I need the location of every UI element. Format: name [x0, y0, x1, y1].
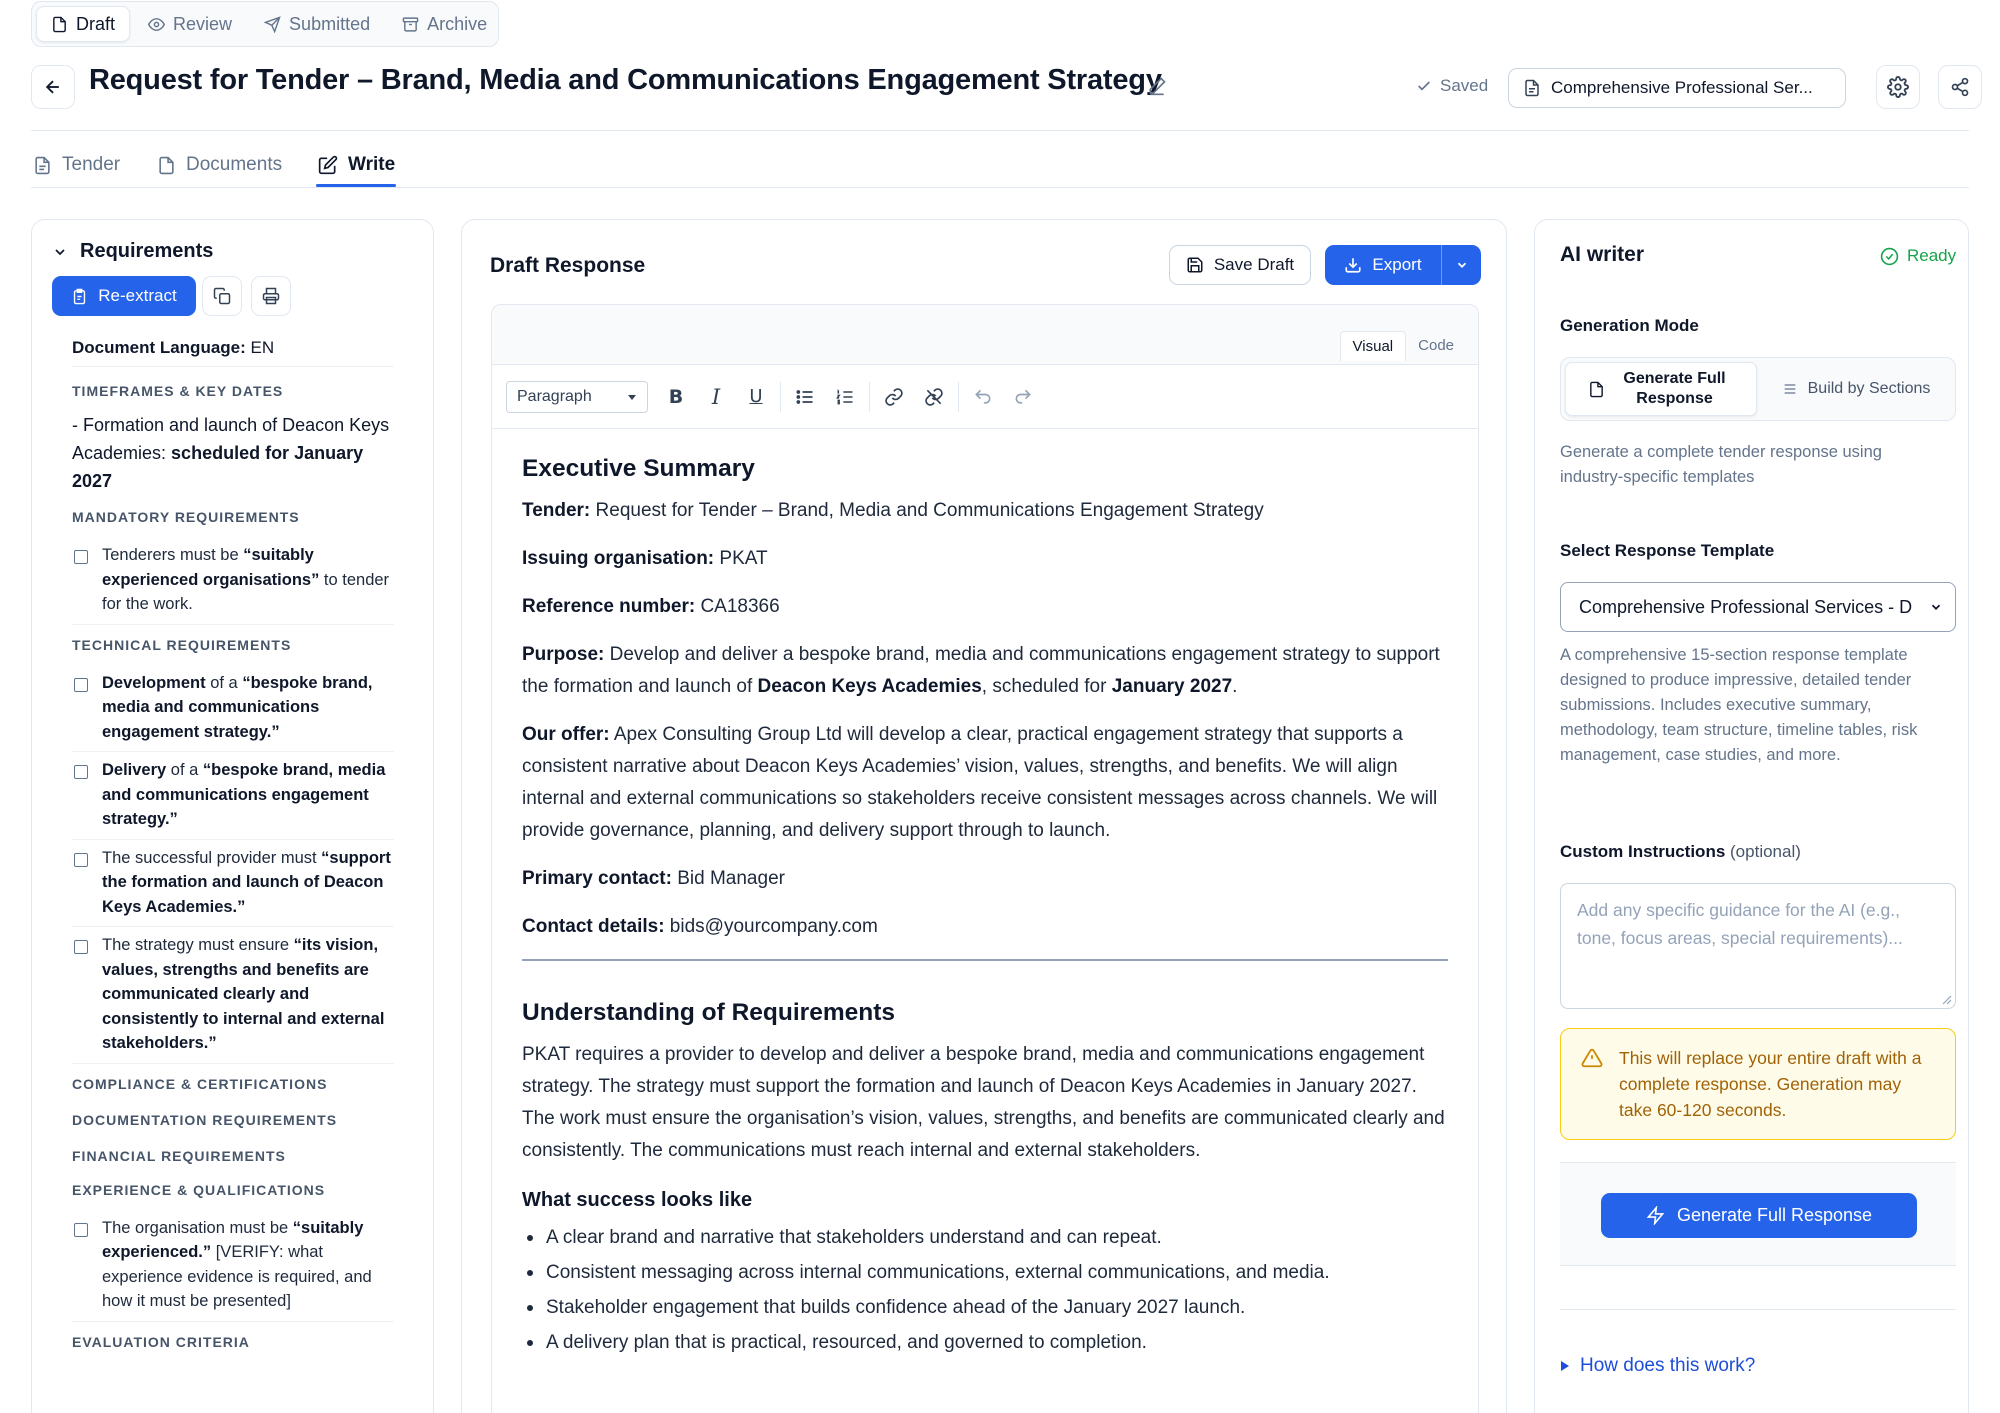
req-mid: of a: [205, 673, 243, 692]
requirement-checkbox[interactable]: [74, 765, 88, 779]
re-extract-label: Re-extract: [98, 286, 177, 305]
requirement-checkbox[interactable]: [74, 1223, 88, 1237]
file-icon: [157, 156, 176, 175]
contact-line: [522, 863, 1448, 895]
field-value: Apex Consulting Group Ltd will develop a clear, practical engagement strategy that supports a consistent narrative about Deacon Keys Academies’ vision, values, strengths, and benefits. We will align internal and external communications so stakeholders receive consistent messages across channels. We will provide governance, planning, and delivery support through to launch.: [522, 724, 1438, 841]
req-bold: “bespoke brand, media and communications engagement strategy.”: [102, 673, 373, 741]
offer-paragraph: [522, 719, 1448, 847]
field-value: PKAT: [714, 548, 768, 569]
requirement-item: [72, 1210, 394, 1322]
caret-down-icon: [627, 392, 637, 402]
right-divider: [1560, 1309, 1956, 1310]
field-label: Purpose:: [522, 644, 605, 665]
timeframe-bold: scheduled for January 2027: [72, 443, 364, 491]
archive-icon: [402, 16, 419, 33]
status-tab-label: Review: [173, 13, 233, 34]
copy-button[interactable]: [202, 276, 242, 316]
unlink-icon: [924, 387, 944, 407]
save-draft-label: Save Draft: [1213, 255, 1295, 274]
understanding-paragraph: PKAT requires a provider to develop and deliver a bespoke brand, media and communications engagement strategy. The strategy must support the formation and launch of Deacon Keys Academies in January 2027. The work must ensure the organisation’s vision, values, strengths, and benefits are communicated clearly and consistently. The communications must reach internal and external stakeholders.: [522, 1044, 1445, 1161]
tab-label: Write: [348, 154, 396, 175]
download-icon: [1344, 256, 1362, 274]
status-tab-submitted[interactable]: [250, 6, 384, 42]
field-label: Reference number:: [522, 596, 696, 617]
export-dropdown-toggle[interactable]: [1441, 245, 1481, 285]
tender-line: [522, 495, 1448, 527]
section-label-financial: FINANCIAL REQUIREMENTS: [72, 1147, 286, 1164]
field-label: Contact details:: [522, 916, 665, 937]
template-pill-label: Comprehensive Professional Ser...: [1551, 78, 1813, 97]
file-text-icon: [33, 156, 52, 175]
requirement-checkbox[interactable]: [74, 550, 88, 564]
req-mid: The strategy must ensure: [102, 936, 294, 954]
timeframe-plain: - Formation and launch of Deacon Keys Academies:: [72, 415, 390, 463]
section-divider: [522, 959, 1448, 961]
template-pill[interactable]: [1508, 68, 1846, 108]
status-tab-review[interactable]: [134, 6, 246, 42]
share-icon: [1950, 77, 1970, 97]
how-it-works-toggle[interactable]: [1560, 1355, 1755, 1377]
heading-executive-summary: Executive Summary: [522, 455, 755, 482]
header-divider: [31, 130, 1969, 131]
status-tabs: [31, 1, 499, 47]
req-bold: “suitably experienced organisations”: [102, 546, 320, 589]
requirement-item: [72, 927, 394, 1064]
numbered-list-button[interactable]: [827, 379, 863, 415]
mode-description: Generate a complete tender response using industry-specific templates: [1560, 443, 1882, 486]
custom-instructions-placeholder: Add any specific guidance for the AI (e.g., tone, focus areas, special requirements)...: [1577, 900, 1903, 948]
section-label-mandatory: MANDATORY REQUIREMENTS: [72, 509, 300, 525]
chevron-down-icon: [1929, 600, 1943, 614]
chevron-down-icon: [52, 244, 68, 260]
link-button[interactable]: [876, 379, 912, 415]
document-language: [72, 338, 394, 367]
unlink-button[interactable]: [916, 379, 952, 415]
save-draft-button[interactable]: [1169, 245, 1311, 285]
edit-title-icon[interactable]: [1147, 76, 1167, 96]
purpose-text: Develop and deliver a bespoke brand, media and communications engagement strategy to support the formation and launch of: [522, 644, 1440, 697]
export-button[interactable]: [1325, 245, 1481, 285]
section-label-experience: EXPERIENCE & QUALIFICATIONS: [72, 1181, 326, 1198]
undo-button[interactable]: [965, 379, 1001, 415]
mode-full-response[interactable]: [1565, 362, 1757, 416]
status-tab-label: Draft: [76, 13, 116, 34]
printer-icon: [262, 287, 280, 305]
requirement-text: [102, 758, 394, 832]
section-label-compliance: COMPLIANCE & CERTIFICATIONS: [72, 1075, 328, 1092]
template-label: Select Response Template: [1560, 541, 1775, 560]
undo-icon: [973, 387, 993, 407]
req-bold: “bespoke brand, media and communications engagement strategy.”: [102, 761, 386, 828]
heading-success: What success looks like: [522, 1189, 753, 1211]
replace-warning: [1560, 1028, 1956, 1140]
view-tab-code[interactable]: Code: [1418, 337, 1454, 354]
field-label: Our offer:: [522, 724, 610, 745]
custom-label-main: Custom Instructions: [1560, 842, 1726, 861]
redo-icon: [1013, 387, 1033, 407]
template-description: A comprehensive 15-section response template designed to produce impressive, detailed tender submissions. Includes executive summary, methodology, team structure, timeline tables, risk management, case studies, and more.: [1560, 646, 1918, 764]
bullet-list-button[interactable]: [787, 379, 823, 415]
list-item: A clear brand and narrative that stakeholders understand and can repeat.: [522, 1220, 1448, 1255]
how-it-works-label: How does this work?: [1580, 1355, 1756, 1376]
check-icon: [1416, 78, 1432, 94]
mode-sections-label: Build by Sections: [1807, 380, 1931, 397]
rich-text-editor: [491, 304, 1479, 1413]
export-main[interactable]: [1325, 255, 1441, 275]
editor-toolbar: [492, 365, 1478, 429]
ready-label: Ready: [1907, 246, 1957, 265]
req-mid: The successful provider must: [102, 848, 322, 867]
mode-build-sections[interactable]: [1761, 362, 1951, 416]
generation-mode-label: Generation Mode: [1560, 316, 1699, 335]
eye-icon: [148, 16, 165, 33]
paragraph-select[interactable]: [506, 381, 648, 413]
resize-handle-icon[interactable]: [1942, 995, 1952, 1005]
req-mid: of a: [166, 761, 203, 779]
toolbar-separator: [780, 382, 781, 412]
link-icon: [884, 387, 904, 407]
mode-full-label: Generate Full Response: [1623, 370, 1726, 407]
warning-icon: [1581, 1047, 1603, 1139]
saved-label: Saved: [1440, 76, 1489, 95]
requirement-text: [102, 671, 394, 745]
export-label: Export: [1372, 255, 1422, 274]
section-label-evaluation: EVALUATION CRITERIA: [72, 1333, 250, 1350]
requirement-item: [72, 537, 394, 625]
section-label-technical: TECHNICAL REQUIREMENTS: [72, 636, 292, 653]
file-icon: [51, 16, 68, 33]
req-bold: Delivery: [102, 761, 167, 779]
experience-list: [72, 1210, 394, 1322]
generation-mode-toggle: [1560, 357, 1956, 421]
req-pre: The organisation must be: [102, 1218, 293, 1237]
req-bold: “suitably experienced.”: [102, 1218, 364, 1261]
req-post: to tender for the work.: [102, 570, 390, 613]
ready-status: [1880, 246, 1956, 266]
timeframe-text: [72, 411, 394, 495]
bold-button[interactable]: B: [668, 385, 684, 408]
purpose-bold: January 2027: [1111, 676, 1233, 697]
document-language-label: Document Language:: [72, 338, 246, 357]
template-select[interactable]: [1560, 582, 1956, 632]
send-icon: [264, 16, 281, 33]
purpose-bold: Deacon Keys Academies: [757, 676, 982, 697]
req-bold: Development: [102, 673, 206, 692]
reference-line: [522, 591, 1448, 623]
generate-label: Generate Full Response: [1676, 1205, 1873, 1225]
file-icon: [1588, 381, 1605, 398]
section-label-timeframes: TIMEFRAMES & KEY DATES: [72, 383, 284, 399]
requirement-text: [102, 543, 394, 617]
requirements-header[interactable]: [52, 240, 213, 263]
edit-icon: [318, 155, 338, 175]
custom-label-optional: (optional): [1725, 842, 1801, 861]
re-extract-button[interactable]: [52, 276, 196, 316]
status-tab-archive[interactable]: [388, 6, 501, 42]
share-button[interactable]: [1938, 65, 1982, 109]
list-item: Stakeholder engagement that builds confidence ahead of the January 2027 launch.: [522, 1290, 1448, 1325]
warning-text: This will replace your entire draft with a complete response. Generation may take 60-120 seconds.: [1619, 1048, 1922, 1120]
field-label: Tender:: [522, 500, 591, 521]
view-tabs: [1340, 331, 1466, 361]
redo-button[interactable]: [1005, 379, 1041, 415]
purpose-text: .: [1232, 676, 1238, 697]
back-button[interactable]: [31, 65, 75, 109]
settings-button[interactable]: [1876, 65, 1920, 109]
req-bold: “support the formation and launch of Deacon Keys Academies.”: [102, 848, 391, 916]
italic-button[interactable]: I: [711, 384, 721, 409]
arrow-left-icon: [43, 77, 63, 97]
contact-details-line: [522, 911, 1448, 943]
req-post: [VERIFY: what experience evidence is required, and how it must be presented]: [102, 1243, 372, 1310]
requirement-item: [72, 840, 394, 928]
print-button[interactable]: [251, 276, 291, 316]
check-circle-icon: [1880, 247, 1899, 266]
generate-full-response-button[interactable]: [1601, 1193, 1917, 1238]
page-title: Request for Tender – Brand, Media and Communications Engagement Strategy: [89, 64, 1162, 96]
requirement-item: [72, 665, 394, 753]
requirement-checkbox[interactable]: [74, 678, 88, 692]
issuing-line: [522, 543, 1448, 575]
saved-status: [1416, 76, 1488, 96]
document-language-value: EN: [250, 338, 275, 357]
heading-understanding: Understanding of Requirements: [522, 999, 895, 1026]
status-tab-draft[interactable]: [36, 6, 130, 42]
list-item: A delivery plan that is practical, resourced, and governed to completion.: [522, 1325, 1448, 1360]
list-item: Consistent messaging across internal communications, external communications, and media.: [522, 1255, 1448, 1290]
tab-write[interactable]: [318, 148, 395, 182]
field-value: CA18366: [695, 596, 780, 617]
requirement-item: [72, 752, 394, 840]
bullet-list-icon: [795, 387, 815, 407]
triangle-right-icon: [1560, 1360, 1570, 1372]
status-tab-label: Submitted: [289, 13, 371, 34]
field-label: Issuing organisation:: [522, 548, 715, 569]
requirements-content: [72, 338, 394, 1362]
section-label-documentation: DOCUMENTATION REQUIREMENTS: [72, 1111, 338, 1128]
toolbar-separator: [869, 382, 870, 412]
requirement-checkbox[interactable]: [74, 853, 88, 867]
purpose-paragraph: [522, 639, 1448, 703]
requirement-text: [102, 1216, 394, 1314]
technical-list: [72, 665, 394, 1064]
req-bold: “its vision, values, strengths and benefits are communicated clearly and consistently to internal and external stakeholders.”: [102, 936, 385, 1052]
copy-icon: [213, 287, 231, 305]
status-tab-label: Archive: [427, 13, 488, 34]
gear-icon: [1887, 76, 1909, 98]
tabs-divider: [31, 187, 1969, 188]
req-pre: Tenderers must be: [102, 546, 244, 564]
tab-tender[interactable]: [33, 148, 120, 182]
draft-title: Draft Response: [490, 254, 646, 277]
chevron-down-icon: [1455, 258, 1469, 272]
field-label: Primary contact:: [522, 868, 672, 889]
tab-label: Documents: [186, 154, 283, 175]
document-body[interactable]: [492, 429, 1478, 1360]
mandatory-list: [72, 537, 394, 625]
custom-instructions-label: [1560, 842, 1801, 862]
requirement-checkbox[interactable]: [74, 940, 88, 954]
ai-writer-title: AI writer: [1560, 243, 1645, 266]
tab-label: Tender: [62, 154, 121, 175]
requirements-title: Requirements: [80, 240, 214, 262]
tab-documents[interactable]: [157, 148, 282, 182]
editor-topbar: [492, 305, 1478, 365]
custom-instructions-input[interactable]: [1560, 883, 1956, 1009]
numbered-list-icon: [835, 387, 855, 407]
requirement-text: [102, 846, 394, 920]
underline-button[interactable]: U: [749, 386, 763, 407]
field-value: Bid Manager: [671, 868, 785, 889]
template-select-value: Comprehensive Professional Services - D: [1579, 596, 1913, 617]
view-tab-visual[interactable]: Visual: [1340, 331, 1407, 361]
purpose-text: , scheduled for: [981, 676, 1112, 697]
list-icon: [1782, 381, 1798, 397]
success-list: [522, 1220, 1448, 1360]
requirement-text: [102, 933, 394, 1056]
field-value: bids@yourcompany.com: [664, 916, 878, 937]
toolbar-separator: [958, 382, 959, 412]
clipboard-icon: [71, 288, 88, 305]
paragraph-select-value: Paragraph: [517, 387, 592, 405]
field-value: Request for Tender – Brand, Media and Communications Engagement Strategy: [590, 500, 1264, 521]
save-icon: [1186, 256, 1204, 274]
file-text-icon: [1523, 79, 1541, 97]
zap-icon: [1646, 1206, 1665, 1225]
